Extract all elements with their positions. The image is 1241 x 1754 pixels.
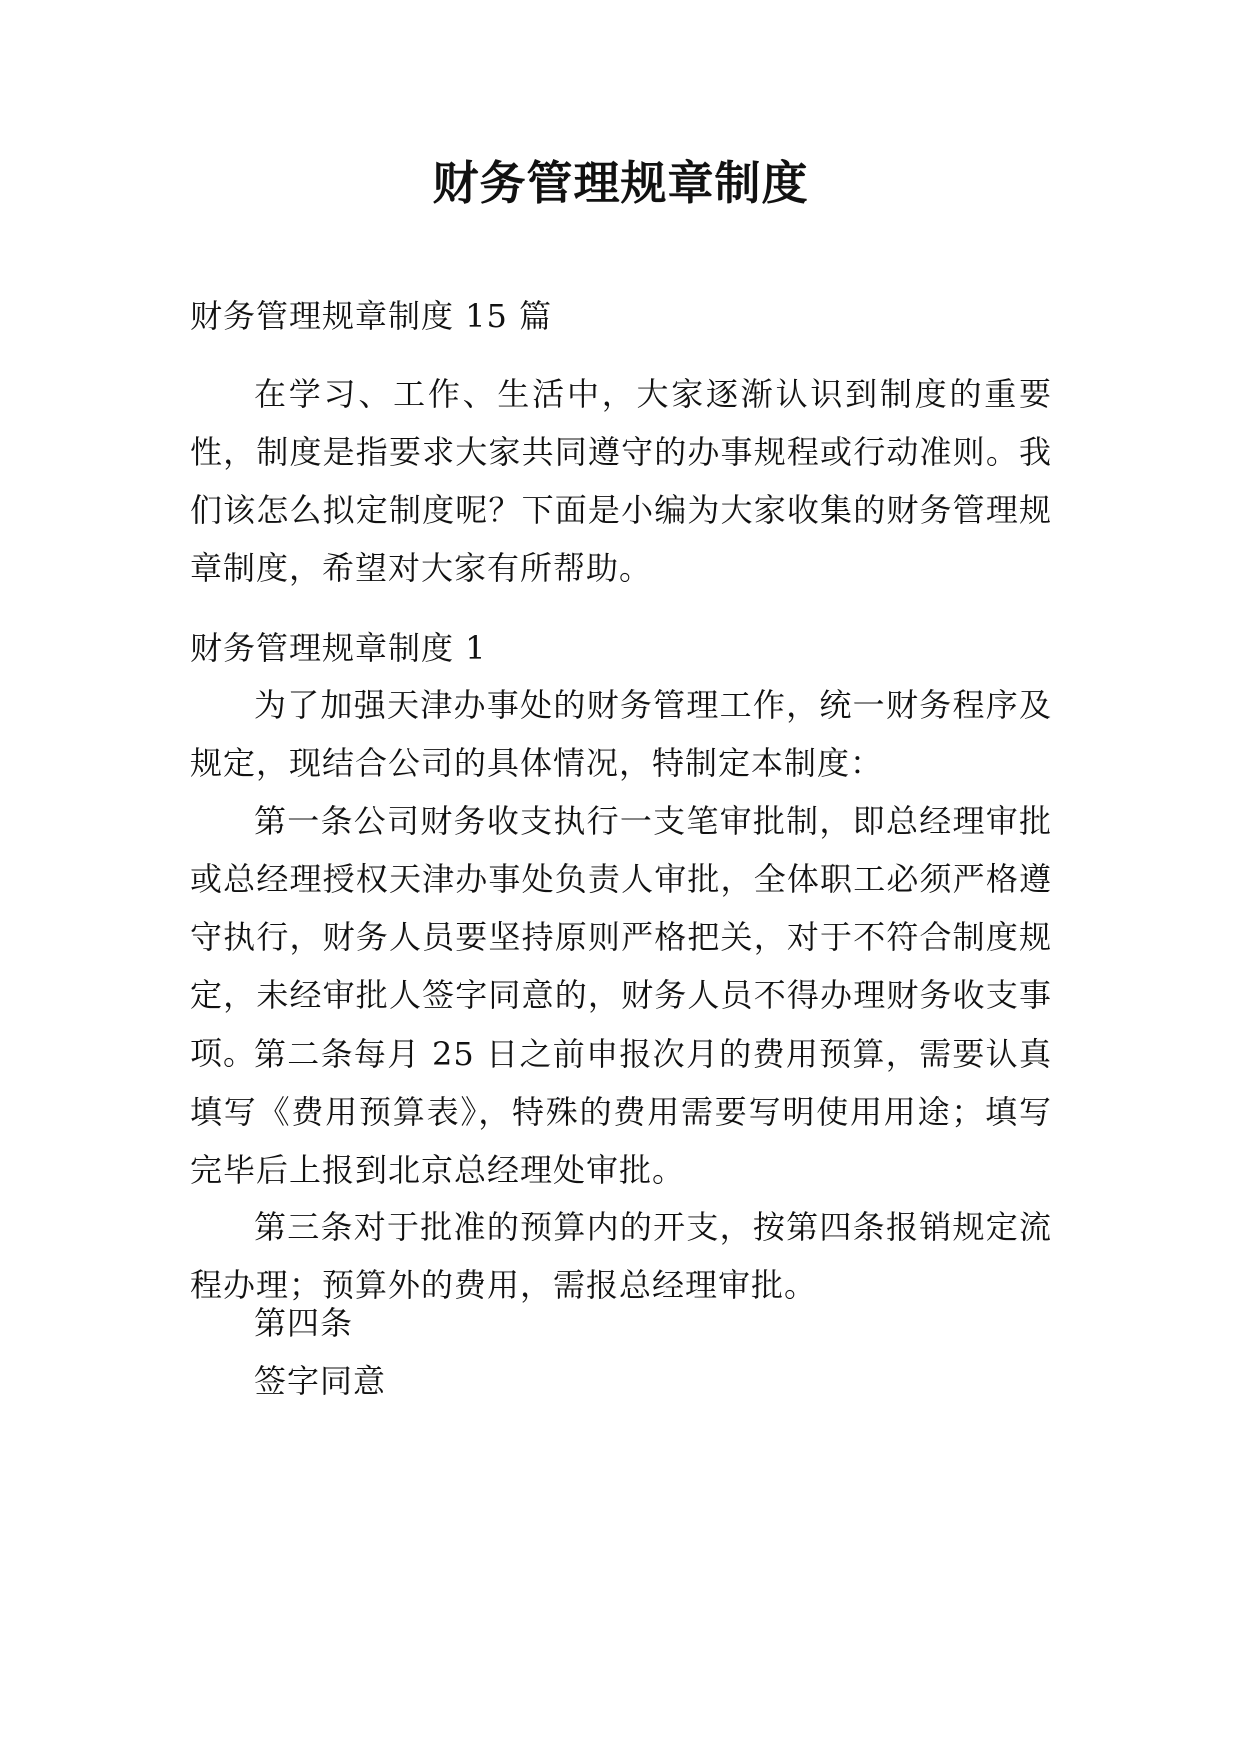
document-subtitle: 财务管理规章制度 15 篇: [190, 297, 553, 335]
section-heading: 财务管理规章制度 1: [190, 629, 487, 667]
paragraph-article-one: 第一条公司财务收支执行一支笔审批制，即总经理审批或总经理授权天津办事处负责人审批，全体职工必须严格遵守执行，财务人员要坚持原则严格把关，对于不符合制度规定，未经审批人签字同意的，财务人员不得办理财务收支事项。: [190, 802, 1052, 1072]
document-title: 财务管理规章制度: [432, 156, 809, 210]
line-sign-agree: 签字同意: [254, 1362, 387, 1400]
paragraph-article-three: 第三条对于批准的预算内的开支，按第四条报销规定流程办理；预算外的费用，需报总经理审批。: [190, 1208, 1052, 1304]
paragraph-article-two: 第二条每月 25 日之前申报次月的费用预算，需要认真填写《费用预算表》，特殊的费用需要写明使用用途；填写完毕后上报到北京总经理处审批。: [190, 1035, 1052, 1189]
line-article-four: 第四条: [254, 1304, 354, 1342]
paragraph-purpose: 为了加强天津办事处的财务管理工作，统一财务程序及规定，现结合公司的具体情况，特制定本制度：: [190, 686, 1052, 782]
intro-paragraph: 在学习、工作、生活中，大家逐渐认识到制度的重要性，制度是指要求大家共同遵守的办事规程或行动准则。我们该怎么拟定制度呢？下面是小编为大家收集的财务管理规章制度，希望对大家有所帮助。: [190, 375, 1052, 587]
